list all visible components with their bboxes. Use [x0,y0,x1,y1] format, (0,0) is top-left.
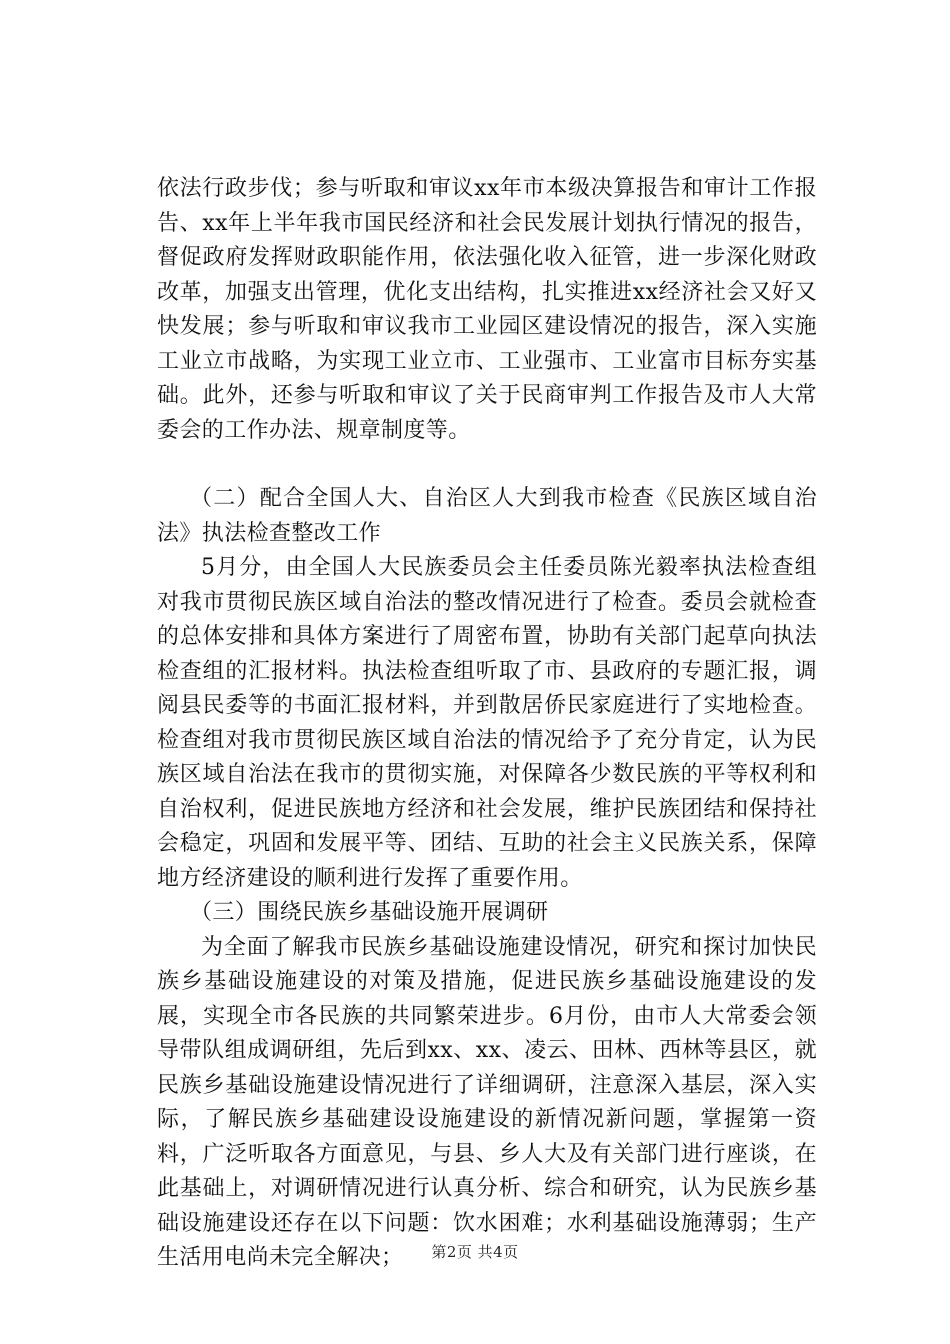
section-heading-2: （二）配合全国人大、自治区人大到我市检查《民族区域自治法》执法检查整改工作 [157,486,817,546]
paragraph-inspection: 5月分，由全国人大民族委员会主任委员陈光毅率执法检查组对我市贯彻民族区域自治法的整改情况进行了检查。委员会就检查的总体安排和具体方案进行了周密布置，协助有关部门起草向执法检查组的汇报材料。执法检查组听取了市、县政府的专题汇报，调阅县民委等的书面汇报材料，并到散居侨民家庭进行了实地检查。检查组对我市贯彻民族区域自治法的情况给予了充分肯定，认为民族区域自治法在我市的贯彻实施，对保障各少数民族的平等权利和自治权利，促进民族地方经济和社会发展，维护民族团结和保持社会稳定，巩固和发展平等、团结、互助的社会主义民族关系，保障地方经济建设的顺利进行发挥了重要作用。 [157,555,817,891]
paragraph-research: 为全面了解我市民族乡基础设施建设情况，研究和探讨加快民族乡基础设施建设的对策及措施，促进民族乡基础设施建设的发展，实现全市各民族的共同繁荣进步。6月份，由市人大常委会领导带队组成调研组，先后到xx、xx、凌云、田林、西林等县区，就民族乡基础设施建设情况进行了详细调研，注意深入基层，深入实际，了解民族乡基础建设设施建设的新情况新问题，掌握第一资料，广泛听取各方面意见，与县、乡人大及有关部门进行座谈，在此基础上，对调研情况进行认真分析、综合和研究，认为民族乡基础设施建设还存在以下问题：饮水困难；水利基础设施薄弱；生产生活用电尚未完全解决； [157,934,817,1270]
document-body [157,172,817,1276]
paragraph-budget-review: 依法行政步伐；参与听取和审议xx年市本级决算报告和审计工作报告、xx年上半年我市国民经济和社会民发展计划执行情况的报告，督促政府发挥财政职能作用，依法强化收入征管，进一步深化财政改革，加强支出管理，优化支出结构，扎实推进xx经济社会又好又快发展；参与听取和审议我市工业园区建设情况的报告，深入实施工业立市战略，为实现工业立市、工业强市、工业富市目标夯实基础。此外，还参与听取和审议了关于民商审判工作报告及市人大常委会的工作办法、规章制度等。 [157,176,817,443]
section-heading-3: （三）围绕民族乡基础设施开展调研 [190,900,549,925]
paragraph-spacer [157,448,817,482]
page-footer: 第2页 共4页 [431,1243,519,1261]
